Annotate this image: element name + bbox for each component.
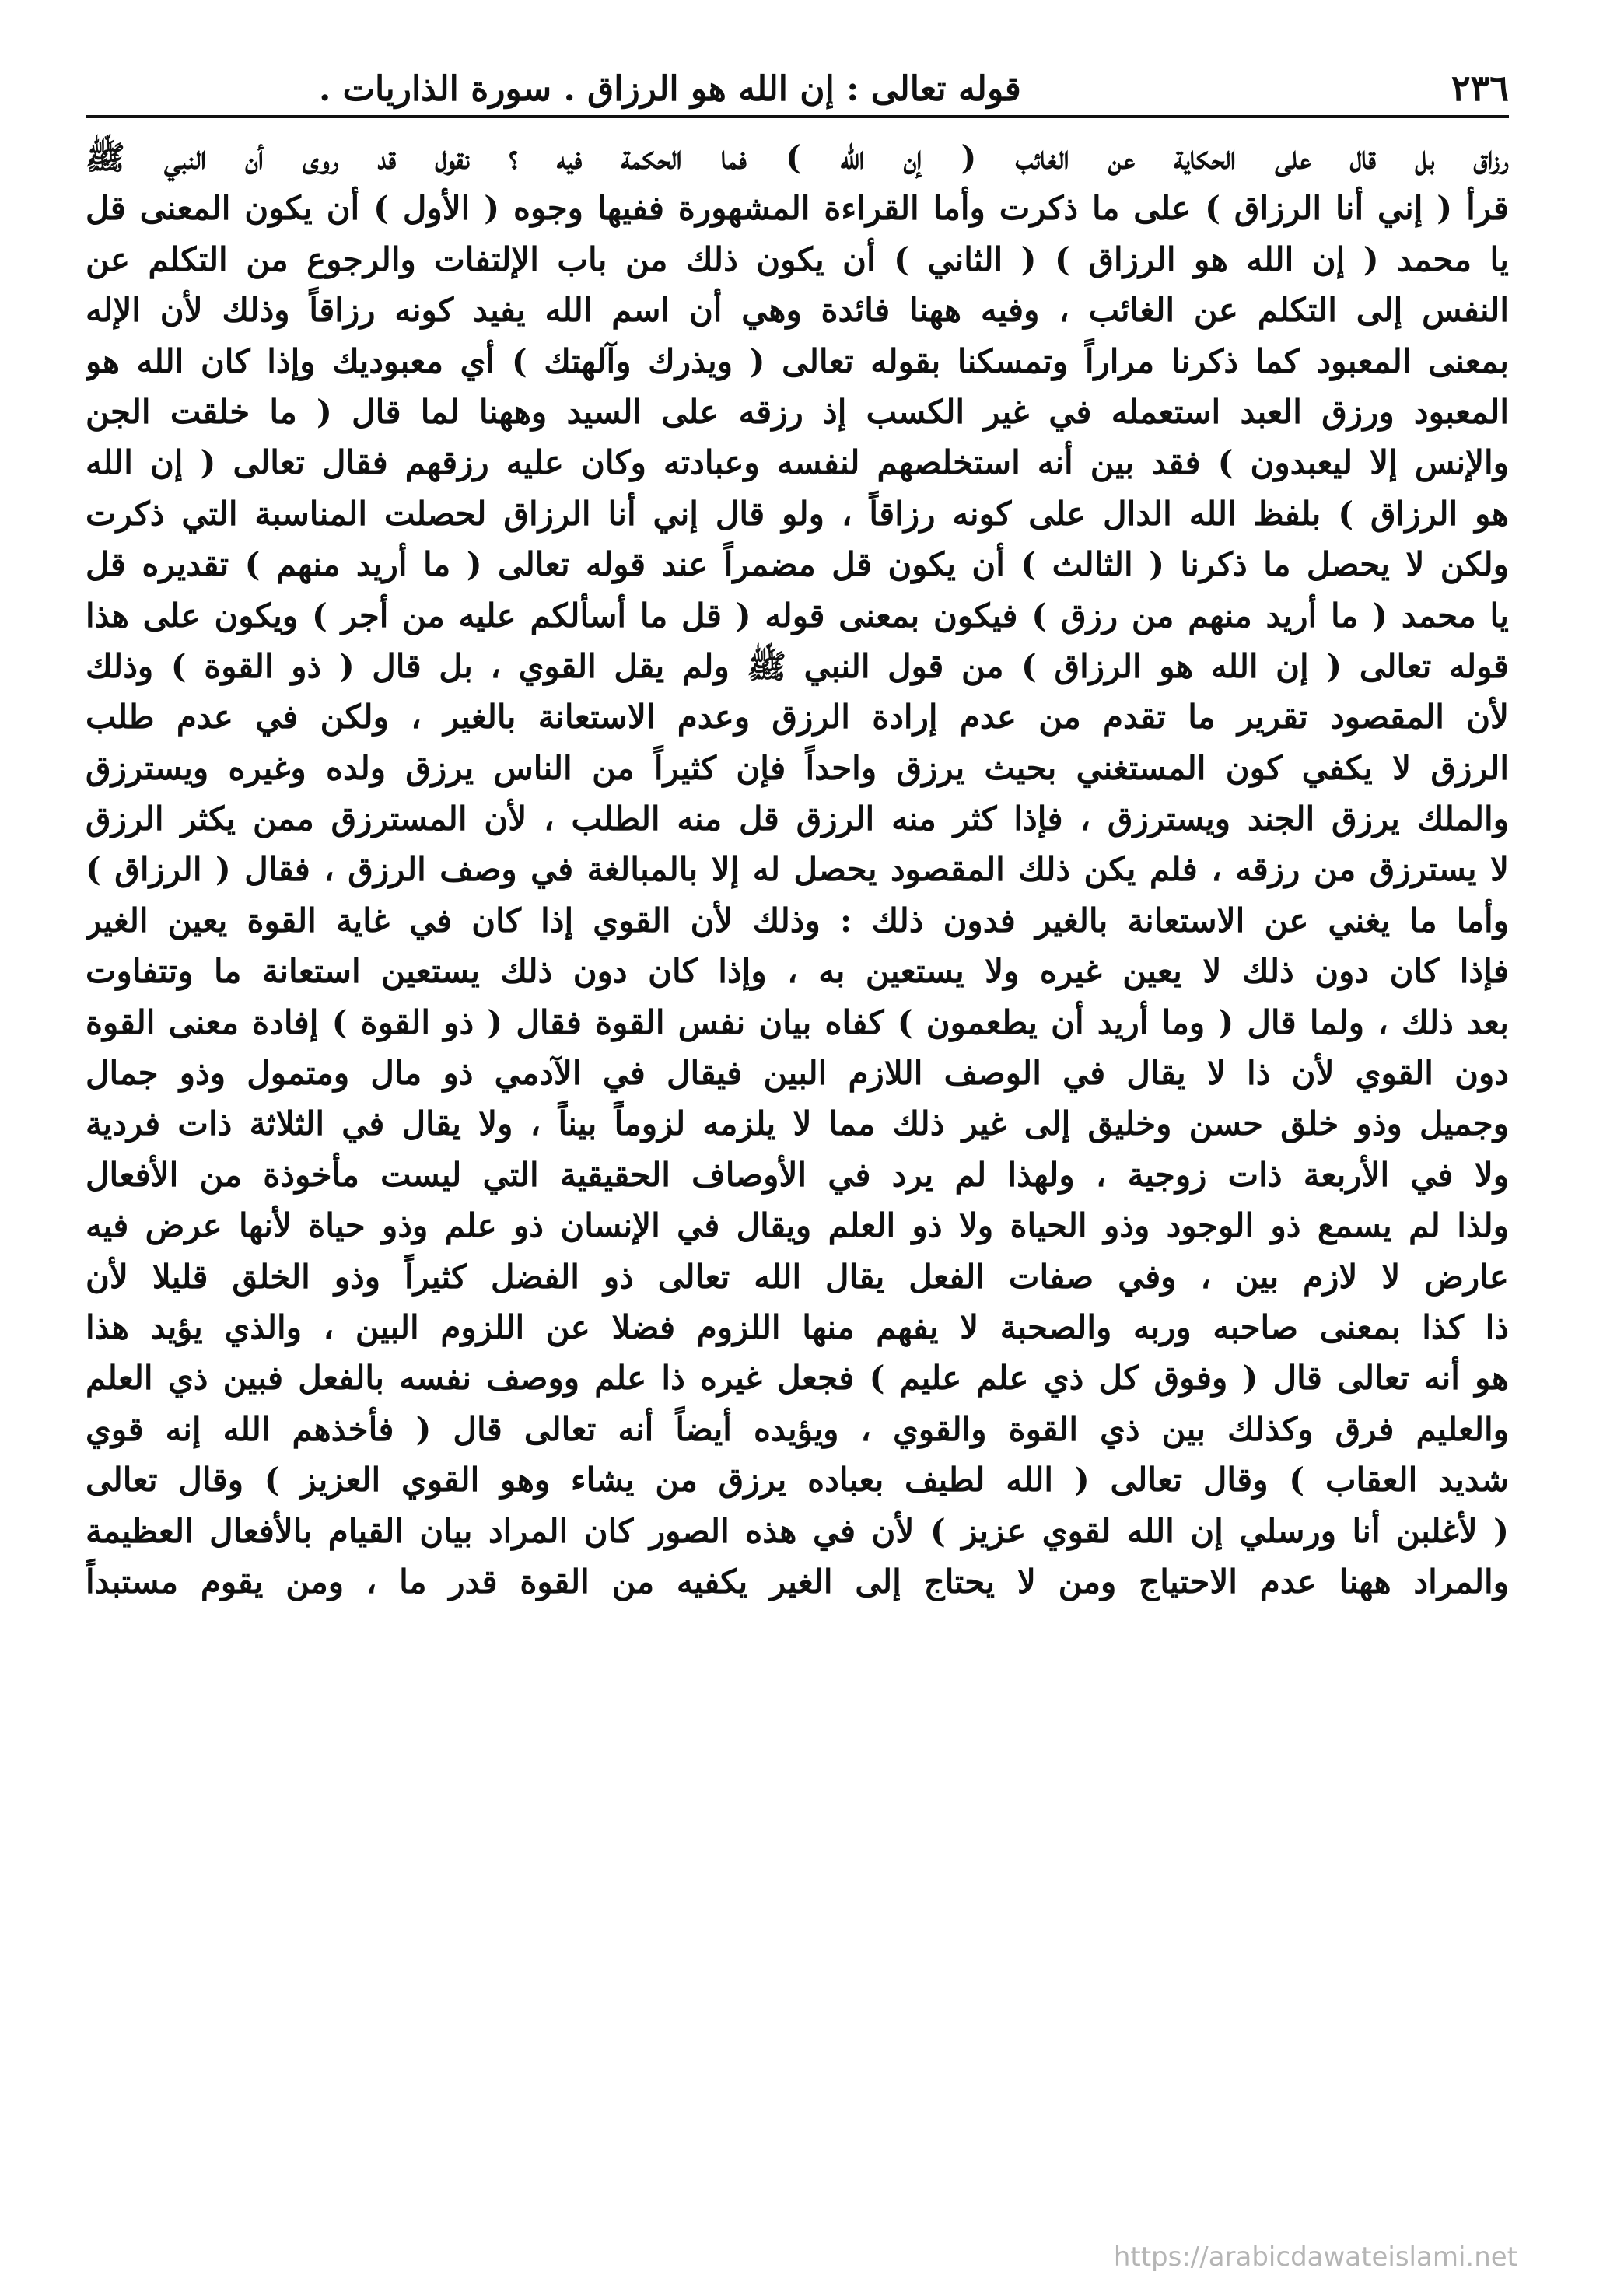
text-line: والعليم فرق وكذلك بين ذي القوة والقوي ، ويؤيده أيضاً أنه تعالى قال ( فأخذهم الله إنه قوي	[86, 1409, 1509, 1448]
text-line: لأن المقصود تقرير ما تقدم من عدم إرادة الرزق وعدم الاستعانة بالغير ، ولكن في عدم طلب	[86, 698, 1509, 737]
text-line: والإنس إلا ليعبدون ) فقد بين أنه استخلصهم لنفسه وعبادته وكان عليه رزقهم فقال تعالى ( إن الله	[86, 443, 1509, 482]
running-title: قوله تعالى : إن الله هو الرزاق . سورة الذاريات .	[319, 69, 1021, 109]
text-line: ولكن لا يحصل ما ذكرنا ( الثالث ) أن يكون قل مضمراً عند قوله تعالى ( ما أريد منهم ) تقديره قل	[86, 545, 1509, 584]
text-line: شديد العقاب ) وقال تعالى ( الله لطيف بعباده يرزق من يشاء وهو القوي العزيز ) وقال تعالى	[86, 1461, 1509, 1500]
text-line: قرأ ( إني أنا الرزاق ) على ما ذكرت وأما القراءة المشهورة ففيها وجوه ( الأول ) أن يكون المعنى قل	[86, 189, 1509, 228]
text-line: وجميل وذو خلق حسن وخليق إلى غير ذلك مما لا يلزمه لزوماً بيناً ، ولا يقال في الثلاثة ذات فردية	[86, 1104, 1509, 1143]
text-line: يا محمد ( إن الله هو الرزاق ) ( الثاني ) أن يكون ذلك من باب الإلتفات والرجوع من التكلم عن	[86, 240, 1509, 278]
text-line: هو الرزاق ) بلفظ الله الدال على كونه رزاقاً ، ولو قال إني أنا الرزاق لحصلت المناسبة التي ذكرت	[86, 494, 1509, 533]
text-line: دون القوي لأن ذا لا يقال في الوصف اللازم البين فيقال في الآدمي ذو مال ومتمول وذو جمال	[86, 1054, 1509, 1093]
text-line: ذا كذا بمعنى صاحبه وربه والصحبة لا يفهم منها اللزوم فضلا عن اللزوم البين ، والذي يؤيد هذا	[86, 1307, 1509, 1346]
text-line: لا يسترزق من رزقه ، فلم يكن ذلك المقصود يحصل له إلا بالمبالغة في وصف الرزق ، فقال ( الرزاق )	[86, 850, 1509, 889]
text-line: ولا في الأربعة ذات زوجية ، ولهذا لم يرد في الأوصاف الحقيقية التي ليست مأخوذة من الأفعال	[86, 1155, 1509, 1194]
text-line: المعبود ورزق العبد استعمله في غير الكسب إذ رزقه على السيد وههنا لما قال ( ما خلقت الجن	[86, 392, 1509, 431]
book-page	[86, 54, 1509, 2232]
text-line: قوله تعالى ( إن الله هو الرزاق ) من قول النبي ﷺ ولم يقل القوي ، بل قال ( ذو القوة ) وذلك	[86, 646, 1509, 685]
page-header	[86, 54, 1509, 118]
text-line: الرزق لا يكفي كون المستغني بحيث يرزق واحداً فإن كثيراً من الناس يرزق ولده وغيره ويسترزق	[86, 748, 1509, 787]
text-line: ( لأغلبن أنا ورسلي إن الله لقوي عزيز ) لأن في هذه الصور كان المراد بيان القيام بالأفعال العظيمة	[86, 1511, 1509, 1550]
text-line: والمراد ههنا عدم الاحتياج ومن لا يحتاج إلى الغير يكفيه من القوة قدر ما ، ومن يقوم مستبداً	[86, 1562, 1509, 1601]
text-line: هو أنه تعالى قال ( وفوق كل ذي علم عليم ) فجعل غيره ذا علم ووصف نفسه بالفعل فبين ذي العلم	[86, 1359, 1509, 1398]
text-line: عارض لا لازم بين ، وفي صفات الفعل يقال الله تعالى ذو الفضل كثيراً وذو الخلق قليلا لأن	[86, 1257, 1509, 1296]
text-line: بمعنى المعبود كما ذكرنا مراراً وتمسكنا بقوله تعالى ( ويذرك وآلهتك ) أي معبوديك وإذا كان الله هو	[86, 341, 1509, 380]
text-line: وأما ما يغني عن الاستعانة بالغير فدون ذلك : وذلك لأن القوي إذا كان في غاية القوة يعين الغير	[86, 901, 1509, 940]
page-number: ٢٣٦	[1451, 67, 1509, 109]
text-line: ولذا لم يسمع ذو الوجود وذو الحياة ولا ذو العلم ويقال في الإنسان ذو علم وذو حياة لأنها عرض فيه	[86, 1206, 1509, 1245]
watermark-url: https://arabicdawateislami.net	[1113, 2242, 1517, 2273]
text-line: فإذا كان دون ذلك لا يعين غيره ولا يستعين به ، وإذا كان دون ذلك يستعين استعانة ما وتتفاوت	[86, 952, 1509, 991]
body-text	[86, 132, 1509, 1607]
text-line: بعد ذلك ، ولما قال ( وما أريد أن يطعمون ) كفاه بيان نفس القوة فقال ( ذو القوة ) إفادة معنى القوة	[86, 1003, 1509, 1041]
text-line: والملك يرزق الجند ويسترزق ، فإذا كثر منه الرزق قل منه الطلب ، لأن المسترزق ممن يكثر الرزق	[86, 800, 1509, 838]
text-line: رزاق بل قال على الحكاية عن الغائب ( إن الله ) فما الحكمة فيه ؟ نقول قد روى أن النبي ﷺ	[86, 138, 1509, 177]
text-line: يا محمد ( ما أريد منهم من رزق ) فيكون بمعنى قوله ( قل ما أسألكم عليه من أجر ) ويكون على هذا	[86, 596, 1509, 635]
text-line: النفس إلى التكلم عن الغائب ، وفيه ههنا فائدة وهي أن اسم الله يفيد كونه رزاقاً وذلك لأن الإله	[86, 291, 1509, 330]
